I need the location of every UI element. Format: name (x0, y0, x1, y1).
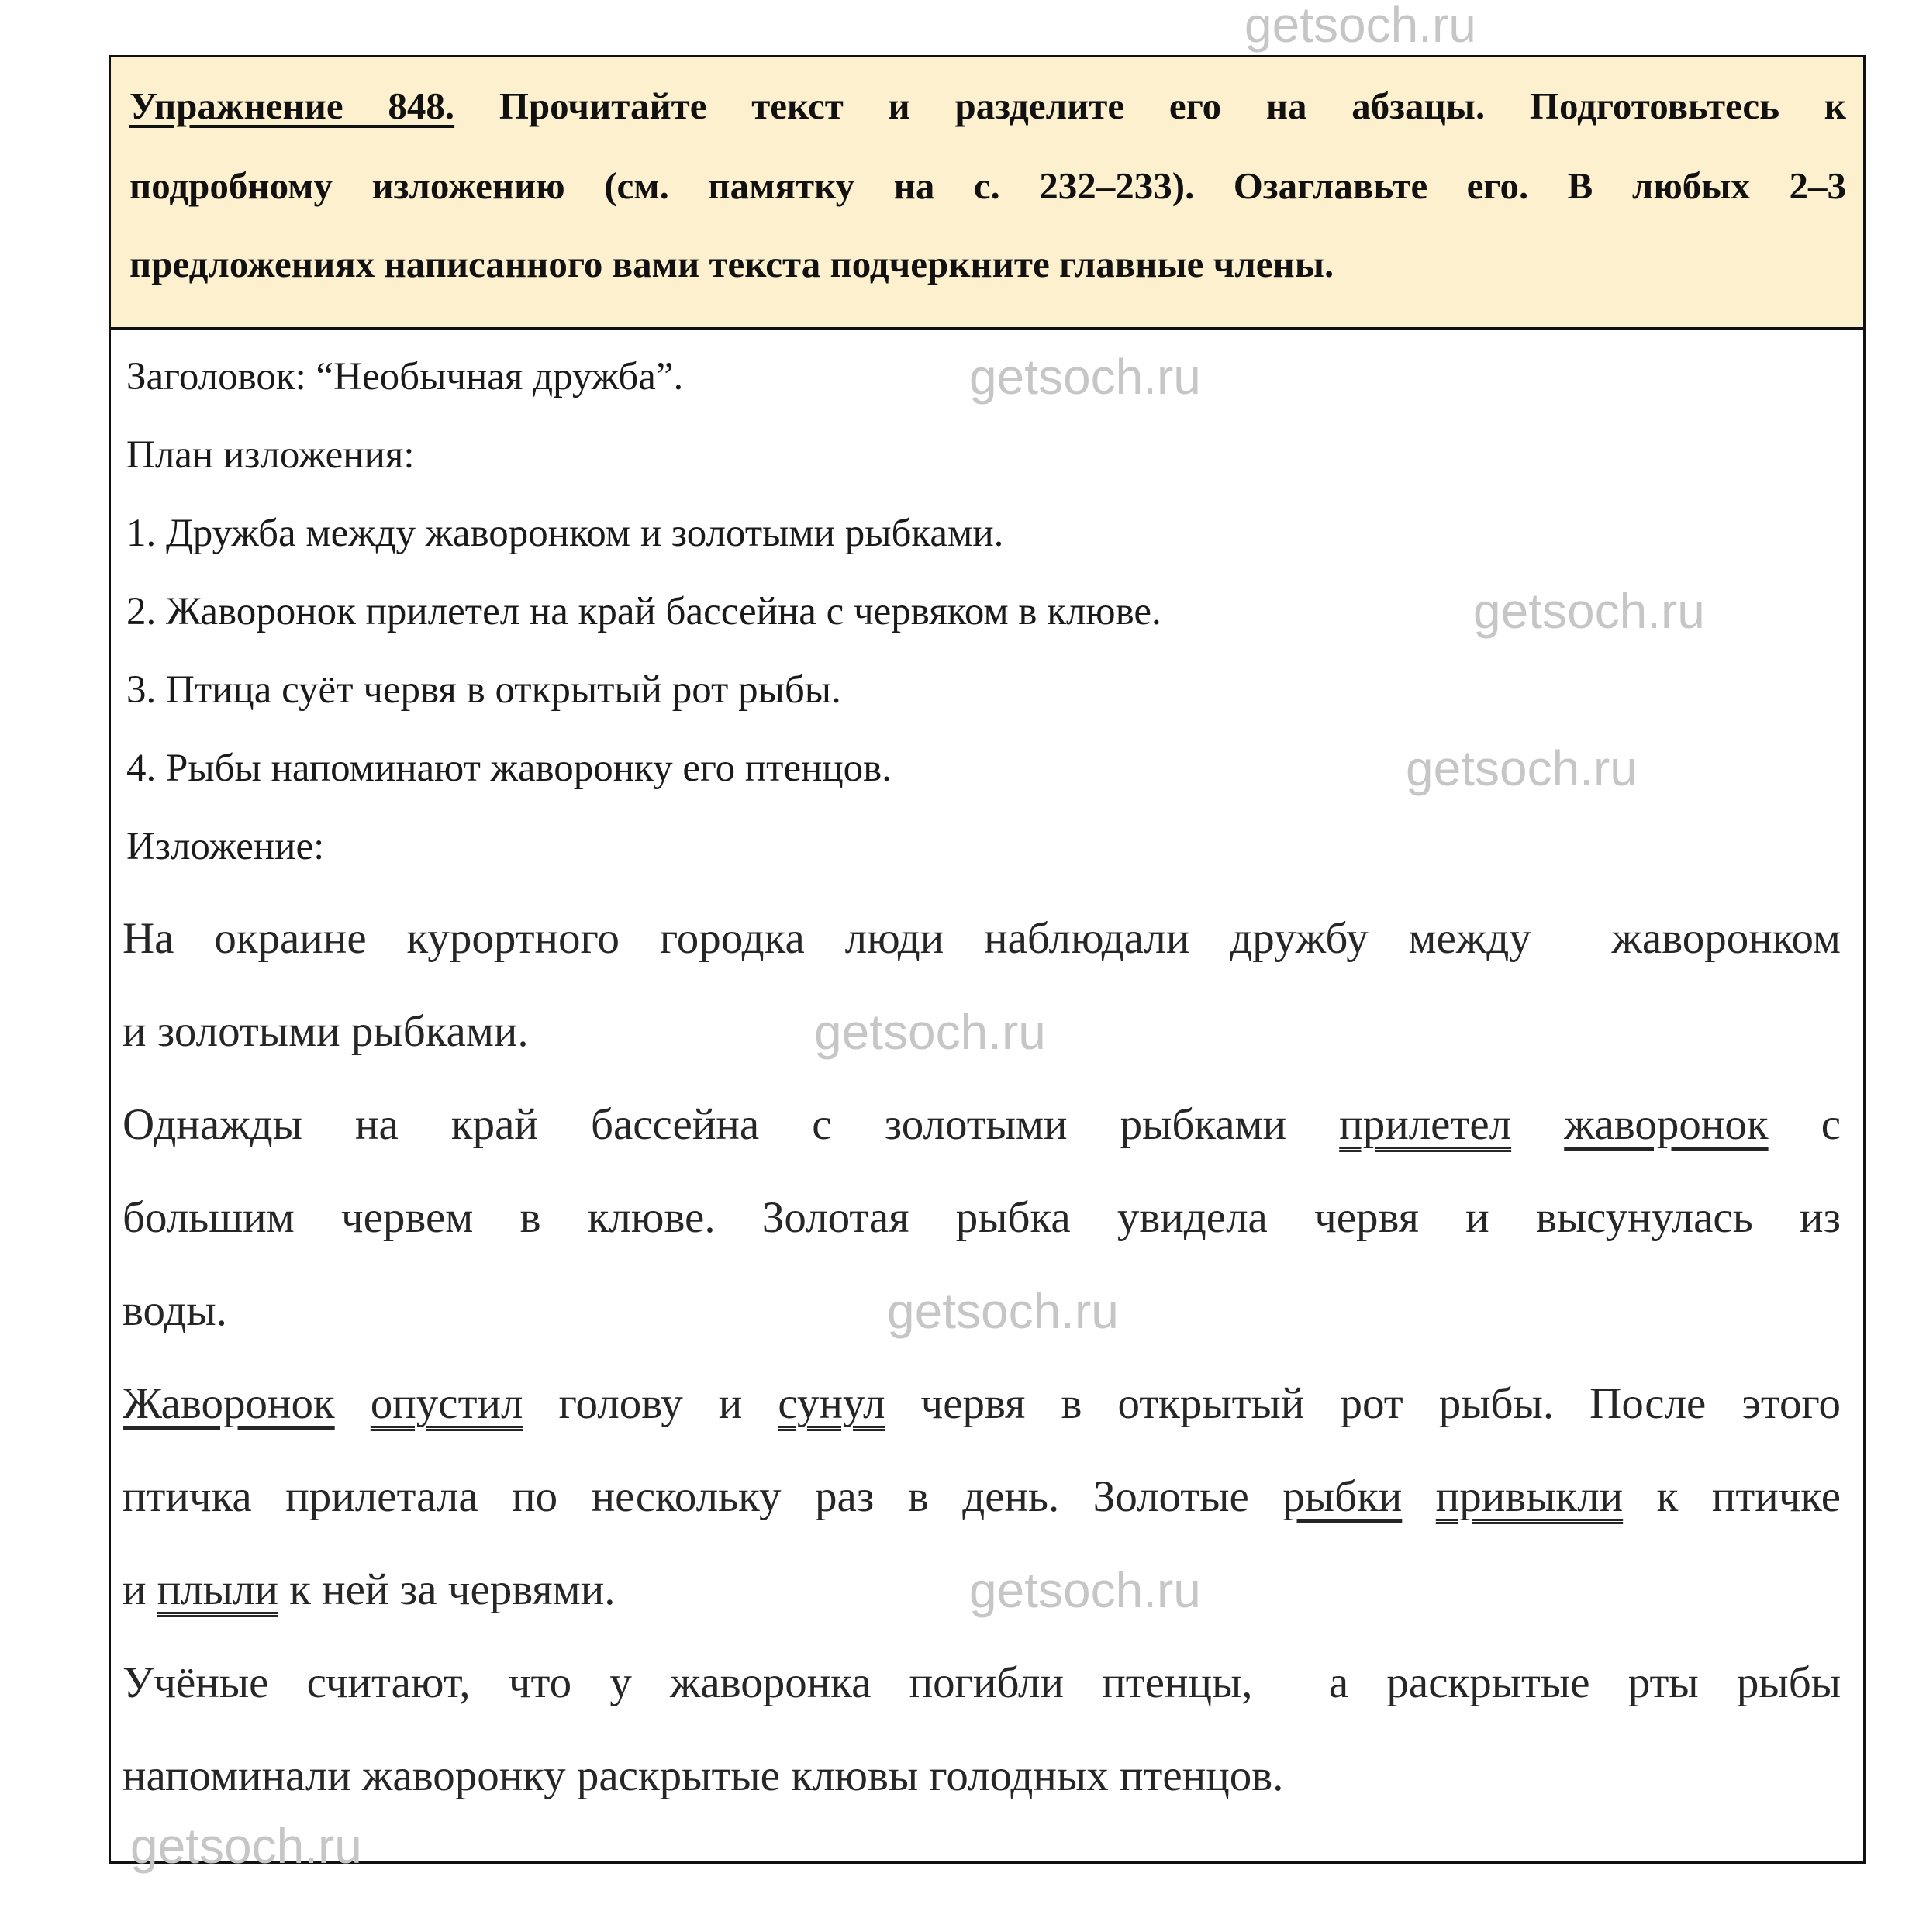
plan-item: 3. Птица суёт червя в открытый рот рыбы. (126, 668, 841, 712)
essay-text: птичка прилетала по нескольку раз в день. Золотые (123, 1472, 1283, 1521)
essay-text (335, 1379, 371, 1428)
essay-text (1402, 1472, 1436, 1521)
watermark: getsoch.ru (814, 1004, 1046, 1060)
essay-label: Изложение: (126, 825, 325, 868)
task-line-2: подробному изложению (см. памятку на с. 232–233). Озаглавьте его. В любых 2–3 (129, 164, 1846, 207)
subject-underlined: жаворонок (1564, 1100, 1769, 1149)
essay-text: Учёные считают, что у жаворонка погибли птенцы, а раскрытые рты рыбы (123, 1658, 1841, 1707)
essay-text: к птичке (1623, 1472, 1841, 1521)
essay-text (1511, 1100, 1564, 1149)
predicate-double-underlined: прилетел (1339, 1100, 1512, 1149)
essay-text: воды. (123, 1286, 227, 1335)
essay-line (123, 1183, 1841, 1253)
plan-item: 2. Жаворонок прилетел на край бассейна с червяком в клюве. (126, 590, 1161, 633)
watermark: getsoch.ru (887, 1283, 1119, 1339)
essay-text: большим червем в клюве. Золотая рыбка увидела червя и высунулась из (123, 1193, 1841, 1242)
essay-text: На окраине курортного городка люди наблюдали дружбу между жаворонком (123, 914, 1841, 963)
essay-line (123, 904, 1841, 974)
watermark: getsoch.ru (1244, 0, 1476, 53)
essay-text: и (123, 1565, 157, 1614)
essay-line (123, 1648, 1841, 1718)
essay-text: и золотыми рыбками. (123, 1007, 529, 1056)
subject-underlined: рыбки (1282, 1472, 1403, 1521)
essay-line (123, 997, 1841, 1067)
essay-line (123, 1090, 1841, 1160)
task-line-1 (129, 75, 1846, 137)
plan-item: 4. Рыбы напоминают жаворонку его птенцов. (126, 747, 892, 790)
essay-text: червя в открытый рот рыбы. После этого (885, 1379, 1841, 1428)
answer-title: Заголовок: “Необычная дружба”. (126, 355, 684, 398)
watermark: getsoch.ru (1473, 583, 1705, 639)
predicate-double-underlined: опустил (370, 1379, 523, 1428)
watermark: getsoch.ru (130, 1818, 362, 1874)
essay-line (123, 1555, 1841, 1625)
task-line-3: предложениях написанного вами текста подчеркните главные члены. (129, 243, 1334, 285)
essay-text: голову и (523, 1379, 778, 1428)
watermark: getsoch.ru (969, 349, 1201, 405)
exercise-number: Упражнение 848. (129, 85, 455, 127)
task-text: Прочитайте текст и разделите его на абзацы. Подготовьтесь к (454, 85, 1846, 127)
essay-text: напоминали жаворонку раскрытые клювы голодных птенцов. (123, 1751, 1284, 1800)
predicate-double-underlined: плыли (157, 1565, 278, 1614)
watermark: getsoch.ru (969, 1562, 1201, 1618)
essay-text: с (1768, 1100, 1841, 1149)
predicate-double-underlined: сунул (778, 1379, 885, 1428)
essay-text: к ней за червями. (278, 1565, 616, 1614)
watermark: getsoch.ru (1406, 740, 1638, 796)
subject-underlined: Жаворонок (123, 1379, 335, 1428)
essay-line (123, 1369, 1841, 1439)
essay-line (123, 1741, 1841, 1811)
plan-item: 1. Дружба между жаворонком и золотыми рыбками. (126, 512, 1004, 555)
essay-text: Однажды на край бассейна с золотыми рыбками (123, 1100, 1340, 1149)
task-header (111, 57, 1863, 330)
plan-label: План изложения: (126, 433, 415, 477)
predicate-double-underlined: привыкли (1435, 1472, 1624, 1521)
essay-line (123, 1276, 1841, 1346)
essay-line (123, 1462, 1841, 1532)
